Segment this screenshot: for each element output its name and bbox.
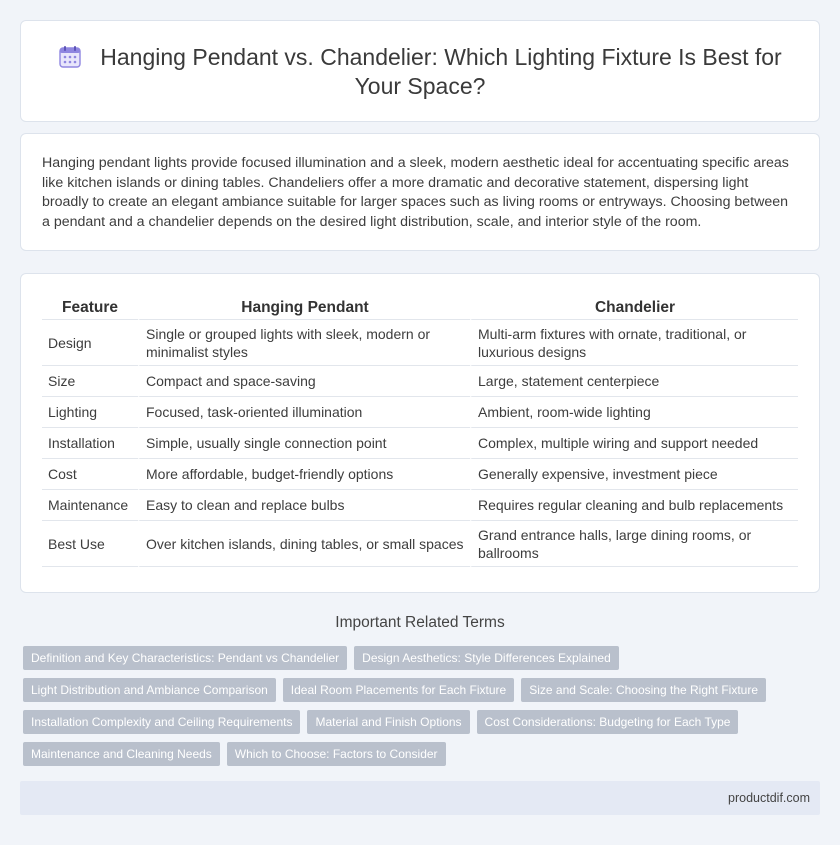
table-row <box>42 320 798 366</box>
table-row <box>42 397 798 428</box>
feature-cell: Maintenance <box>42 490 138 521</box>
page-title-row <box>21 43 819 101</box>
table-row <box>42 521 798 567</box>
table-header-row <box>42 294 798 320</box>
chandelier-cell: Large, statement centerpiece <box>470 366 798 397</box>
table-row <box>42 428 798 459</box>
header-feature: Feature <box>42 294 138 320</box>
related-tag[interactable]: Maintenance and Cleaning Needs <box>23 742 220 766</box>
chandelier-cell: Requires regular cleaning and bulb replacements <box>470 490 798 521</box>
table-row <box>42 366 798 397</box>
intro-card <box>20 133 820 251</box>
table-row <box>42 459 798 490</box>
feature-cell: Installation <box>42 428 138 459</box>
related-tag[interactable]: Installation Complexity and Ceiling Requirements <box>23 710 300 734</box>
footer <box>20 781 820 815</box>
related-tag[interactable]: Light Distribution and Ambiance Comparison <box>23 678 276 702</box>
pendant-cell: Easy to clean and replace bulbs <box>138 490 470 521</box>
calendar-icon <box>58 45 82 69</box>
related-tag[interactable]: Design Aesthetics: Style Differences Explained <box>354 646 619 670</box>
chandelier-cell: Complex, multiple wiring and support needed <box>470 428 798 459</box>
chandelier-cell: Ambient, room-wide lighting <box>470 397 798 428</box>
feature-cell: Cost <box>42 459 138 490</box>
chandelier-cell: Multi-arm fixtures with ornate, traditional, or luxurious designs <box>470 320 798 366</box>
pendant-cell: Compact and space-saving <box>138 366 470 397</box>
header-card <box>20 20 820 122</box>
related-tag[interactable]: Which to Choose: Factors to Consider <box>227 742 446 766</box>
pendant-cell: Over kitchen islands, dining tables, or small spaces <box>138 521 470 567</box>
related-tag[interactable]: Size and Scale: Choosing the Right Fixture <box>521 678 766 702</box>
page-title: Hanging Pendant vs. Chandelier: Which Lighting Fixture Is Best for Your Space? <box>100 44 782 99</box>
related-tag[interactable]: Ideal Room Placements for Each Fixture <box>283 678 514 702</box>
footer-site-link[interactable]: productdif.com <box>728 791 810 805</box>
related-tag[interactable]: Definition and Key Characteristics: Pendant vs Chandelier <box>23 646 347 670</box>
related-terms-title: Important Related Terms <box>335 614 505 631</box>
header-hanging-pendant: Hanging Pendant <box>138 294 470 320</box>
feature-cell: Best Use <box>42 521 138 567</box>
intro-paragraph: Hanging pendant lights provide focused illumination and a sleek, modern aesthetic ideal for accentuating specific areas like kitchen islands or dining tables. Chandeliers offer a more dramatic and decorative statement, dispersing light broadly to create an elegant ambiance suitable for larger spaces such as living rooms or entryways. Choosing between a pendant and a chandelier depends on the desired light distribution, scale, and interior style of the room. <box>42 155 789 230</box>
related-tags-row <box>23 646 619 670</box>
feature-cell: Design <box>42 320 138 366</box>
feature-cell: Size <box>42 366 138 397</box>
pendant-cell: Simple, usually single connection point <box>138 428 470 459</box>
related-tags-row <box>23 710 738 734</box>
chandelier-cell: Generally expensive, investment piece <box>470 459 798 490</box>
header-chandelier: Chandelier <box>470 294 798 320</box>
related-tags-row <box>23 678 766 702</box>
comparison-table <box>42 294 798 567</box>
pendant-cell: More affordable, budget-friendly options <box>138 459 470 490</box>
pendant-cell: Single or grouped lights with sleek, modern or minimalist styles <box>138 320 470 366</box>
chandelier-cell: Grand entrance halls, large dining rooms, or ballrooms <box>470 521 798 567</box>
feature-cell: Lighting <box>42 397 138 428</box>
related-tag[interactable]: Material and Finish Options <box>307 710 469 734</box>
table-row <box>42 490 798 521</box>
comparison-card <box>20 273 820 593</box>
related-tags-row <box>23 742 446 766</box>
related-tag[interactable]: Cost Considerations: Budgeting for Each Type <box>477 710 739 734</box>
pendant-cell: Focused, task-oriented illumination <box>138 397 470 428</box>
